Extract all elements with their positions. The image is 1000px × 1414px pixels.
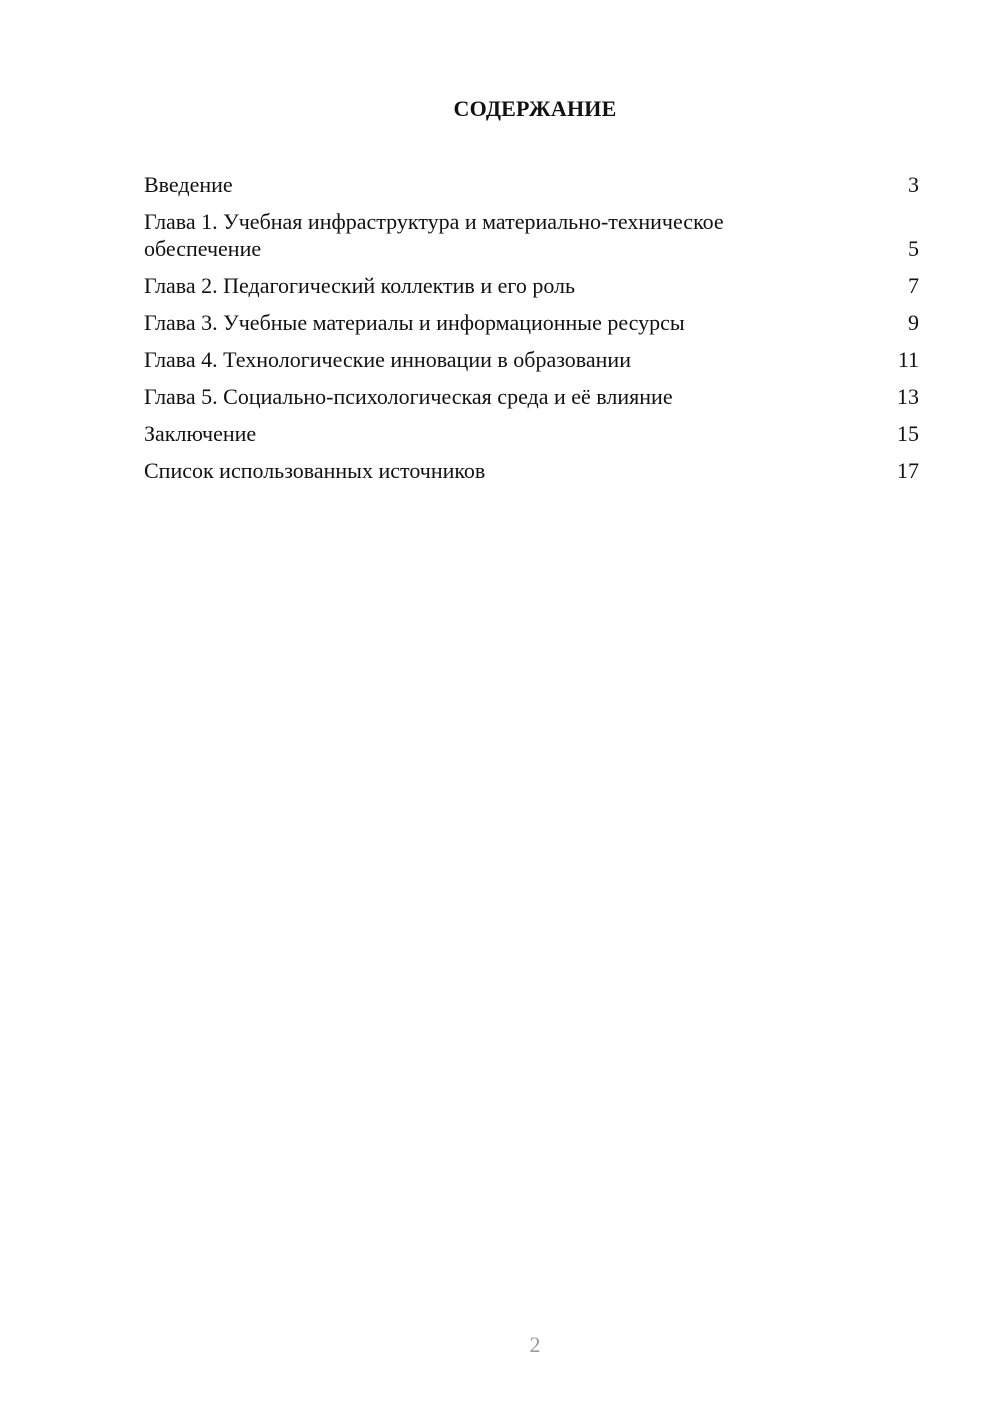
toc-entry-references: [144, 457, 919, 484]
page-number: 2: [529, 1332, 541, 1357]
toc-entry-chapter-4: [144, 346, 919, 373]
toc-entry-page: 11: [897, 347, 919, 372]
toc-entry-page: 13: [897, 384, 919, 409]
toc-entry-chapter-3: [144, 309, 919, 336]
toc-entry-label: Глава 4. Технологические инновации в образовании: [144, 347, 631, 372]
toc-entry-label: Глава 2. Педагогический коллектив и его роль: [144, 273, 576, 298]
toc-entry-label: Глава 5. Социально-психологическая среда и её влияние: [144, 384, 673, 409]
toc-entry-introduction: [144, 171, 919, 198]
toc-title: СОДЕРЖАНИЕ: [453, 96, 617, 121]
toc-entry-label: Глава 3. Учебные материалы и информационные ресурсы: [144, 310, 685, 335]
toc-entry-label: Заключение: [144, 421, 257, 446]
toc-entry-page: 5: [908, 236, 919, 261]
toc-entry-page: 3: [908, 172, 919, 197]
toc-entry-label: Глава 1. Учебная инфраструктура и материально-техническое обеспечение: [144, 209, 724, 261]
toc-entry-page: 7: [908, 273, 919, 298]
toc-entry-label: Введение: [144, 172, 233, 197]
toc-entry-conclusion: [144, 420, 919, 447]
toc-entry-label: Список использованных источников: [144, 458, 486, 483]
toc-entry-chapter-1: [144, 208, 919, 262]
toc-entry-page: 17: [897, 458, 919, 483]
toc-entry-page: 15: [897, 421, 919, 446]
toc-entry-chapter-2: [144, 272, 919, 299]
toc-entry-chapter-5: [144, 383, 919, 410]
table-of-contents: [144, 171, 919, 494]
toc-entry-page: 9: [908, 310, 919, 335]
